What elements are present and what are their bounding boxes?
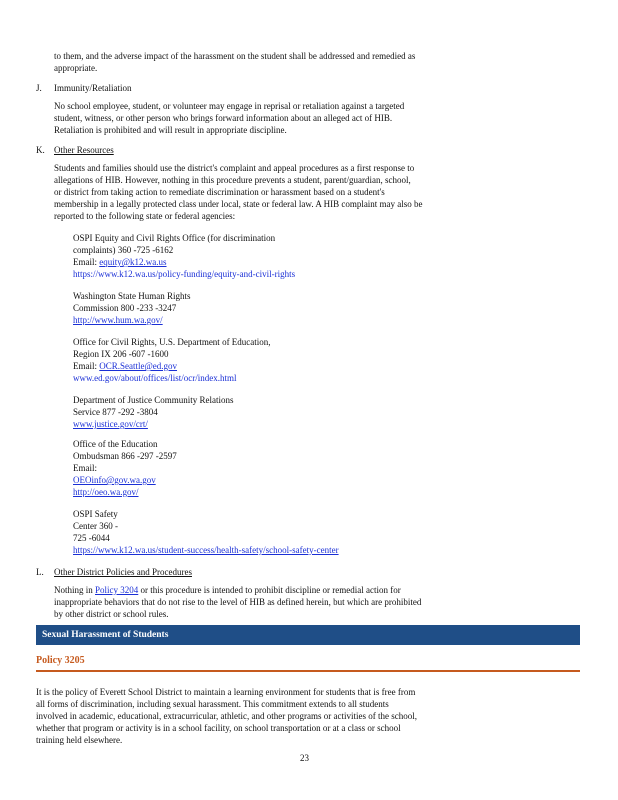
email-label: Email:: [73, 257, 97, 267]
intro-line-1: to them, and the adverse impact of the harassment on the student shall be addressed and remedied as: [54, 51, 416, 61]
section-j-line-1: No school employee, student, or volunteer may engage in reprisal or retaliation against a targeted: [54, 101, 405, 111]
section-l-title: Other District Policies and Procedures: [54, 567, 192, 577]
section-k-line-2: allegations of HIB. However, nothing in this procedure prevents a student, parent/guardian, school,: [54, 175, 411, 185]
resource-name: Washington State Human Rights: [73, 291, 191, 301]
section-l-line-3: by other district or school rules.: [54, 609, 169, 619]
resource-name: Department of Justice Community Relations: [73, 395, 234, 405]
resource-phone: Service 877 -292 -3804: [73, 407, 158, 417]
policy-line-1: It is the policy of Everett School District to maintain a learning environment for students that is free from: [36, 687, 416, 697]
section-l-text-post: or this procedure is intended to prohibit discipline or remedial action for: [140, 585, 401, 595]
page-number: 23: [300, 753, 309, 763]
resource-item: [73, 394, 373, 430]
resource-item: [73, 290, 373, 326]
section-l-text-pre: Nothing in: [54, 585, 93, 595]
url-link[interactable]: www.ed.gov/about/offices/list/ocr/index.html: [73, 373, 237, 383]
url-link[interactable]: https://www.k12.wa.us/student-success/health-safety/school-safety-center: [73, 545, 339, 555]
section-band-header: Sexual Harassment of Students: [36, 625, 580, 645]
resource-item: [73, 438, 373, 498]
section-j-line-2: student, witness, or other person who brings forward information about an alleged act of HIB.: [54, 113, 393, 123]
resource-phone: Ombudsman 866 -297 -2597: [73, 451, 177, 461]
resource-name: OSPI Safety: [73, 509, 118, 519]
section-k-title: Other Resources: [54, 145, 114, 155]
section-l-letter: L.: [36, 567, 44, 577]
resource-name: Office of the Education: [73, 439, 158, 449]
email-link[interactable]: equity@k12.wa.us: [99, 257, 167, 267]
section-l-line-1: [54, 584, 544, 596]
section-k-line-4: membership in a legally protected class under local, state or federal law. A HIB complaint may also be: [54, 199, 423, 209]
resource-email-row: [73, 256, 373, 268]
policy-line-3: involved in academic, educational, extracurricular, athletic, and other programs or activities of the school,: [36, 711, 417, 721]
resource-email-row: [73, 360, 373, 372]
intro-line-2: appropriate.: [54, 63, 98, 73]
resource-phone-cont: 725 -6044: [73, 533, 110, 543]
section-k-line-3: or district from taking action to remediate discrimination or harassment based on a student's: [54, 187, 385, 197]
resource-item: [73, 508, 473, 556]
section-j-title: Immunity/Retaliation: [54, 83, 132, 93]
section-k-line-1: Students and families should use the district's complaint and appeal procedures as a first response to: [54, 163, 415, 173]
policy-3204-link[interactable]: Policy 3204: [95, 585, 139, 595]
url-link[interactable]: http://www.hum.wa.gov/: [73, 315, 163, 325]
section-j-line-3: Retaliation is prohibited and will result in appropriate discipline.: [54, 125, 287, 135]
resource-phone: Region IX 206 -607 -1600: [73, 349, 169, 359]
resource-item: [73, 336, 373, 384]
resource-name: Office for Civil Rights, U.S. Department of Education,: [73, 337, 271, 347]
email-label: Email:: [73, 463, 97, 473]
email-link[interactable]: OCR.Seattle@ed.gov: [99, 361, 178, 371]
section-j-letter: J.: [36, 83, 42, 93]
policy-line-2: all forms of discrimination, including sexual harassment. This commitment extends to all students: [36, 699, 389, 709]
email-link[interactable]: OEOinfo@gov.wa.gov: [73, 475, 156, 485]
section-l-line-2: inappropriate behaviors that do not rise to the level of HIB as defined herein, but which are prohibited: [54, 597, 422, 607]
resource-name: OSPI Equity and Civil Rights Office (for discrimination: [73, 233, 276, 243]
section-k-line-5: reported to the following state or federal agencies:: [54, 211, 236, 221]
resource-phone: Commission 800 -233 -3247: [73, 303, 177, 313]
resource-phone: complaints) 360 -725 -6162: [73, 245, 174, 255]
policy-title: Policy 3205: [36, 655, 85, 666]
policy-divider: [36, 670, 580, 672]
policy-line-4: whether that program or activity is in a school facility, on school transportation or at a class or school: [36, 723, 401, 733]
email-label: Email:: [73, 361, 97, 371]
section-k-letter: K.: [36, 145, 45, 155]
resource-item: [73, 232, 373, 280]
policy-line-5: training held elsewhere.: [36, 735, 123, 745]
url-link[interactable]: https://www.k12.wa.us/policy-funding/equity-and-civil-rights: [73, 269, 296, 279]
resource-phone: Center 360 -: [73, 521, 118, 531]
url-link[interactable]: http://oeo.wa.gov/: [73, 487, 139, 497]
url-link[interactable]: www.justice.gov/crt/: [73, 419, 148, 429]
